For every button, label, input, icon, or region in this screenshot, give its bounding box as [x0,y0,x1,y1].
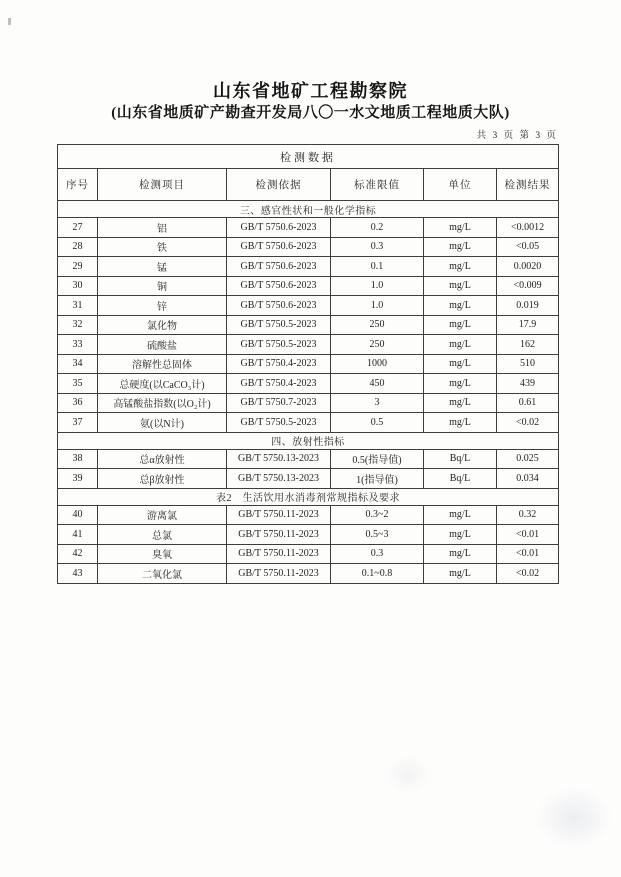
cell-basis: GB/T 5750.11-2023 [227,525,331,545]
cell-result: <0.0012 [497,218,559,238]
cell-basis: GB/T 5750.5-2023 [227,413,331,433]
cell-basis: GB/T 5750.6-2023 [227,296,331,316]
cell-result: 0.019 [497,296,559,316]
cell-no: 42 [58,544,98,564]
cell-basis: GB/T 5750.6-2023 [227,218,331,238]
cell-unit: mg/L [424,525,497,545]
cell-item: 铝 [98,218,227,238]
cell-item: 溶解性总固体 [98,354,227,374]
cell-no: 39 [58,469,98,489]
table-row [58,393,559,413]
cell-unit: mg/L [424,335,497,355]
table-row [58,449,559,469]
column-header-unit: 单位 [424,169,497,201]
cell-result: 0.0020 [497,257,559,277]
cell-limit: 1000 [331,354,424,374]
cell-no: 35 [58,374,98,394]
cell-result: 0.32 [497,505,559,525]
cell-basis: GB/T 5750.4-2023 [227,374,331,394]
document-header [0,0,621,123]
cell-unit: mg/L [424,276,497,296]
cell-no: 27 [58,218,98,238]
cell-item: 氯化物 [98,315,227,335]
cell-result: 510 [497,354,559,374]
cell-no: 41 [58,525,98,545]
cell-result: 0.025 [497,449,559,469]
cell-item: 铜 [98,276,227,296]
cell-limit: 0.5~3 [331,525,424,545]
cell-basis: GB/T 5750.5-2023 [227,315,331,335]
cell-item: 锌 [98,296,227,316]
column-header-basis: 检测依据 [227,169,331,201]
cell-limit: 250 [331,335,424,355]
table-row [58,469,559,489]
cell-item: 高锰酸盐指数(以O₂计) [98,393,227,413]
cell-limit: 0.5(指导值) [331,449,424,469]
cell-item: 总α放射性 [98,449,227,469]
cell-result: <0.01 [497,544,559,564]
cell-unit: Bq/L [424,449,497,469]
column-header-no: 序号 [58,169,98,201]
cell-no: 34 [58,354,98,374]
cell-unit: mg/L [424,374,497,394]
cell-unit: mg/L [424,413,497,433]
cell-basis: GB/T 5750.11-2023 [227,505,331,525]
cell-unit: mg/L [424,564,497,584]
cell-result: <0.05 [497,237,559,257]
institute-title: 山东省地矿工程勘察院 [213,81,408,101]
cell-basis: GB/T 5750.13-2023 [227,469,331,489]
cell-item: 锰 [98,257,227,277]
scan-artifact [535,787,613,849]
page-count-label: 共 3 页 第 3 页 [476,131,558,141]
cell-item: 游离氯 [98,505,227,525]
cell-no: 29 [58,257,98,277]
cell-basis: GB/T 5750.6-2023 [227,257,331,277]
cell-basis: GB/T 5750.11-2023 [227,564,331,584]
cell-unit: mg/L [424,544,497,564]
column-header-row [58,169,559,201]
table-row [58,505,559,525]
table-row [58,276,559,296]
cell-no: 33 [58,335,98,355]
cell-basis: GB/T 5750.5-2023 [227,335,331,355]
cell-item: 总氯 [98,525,227,545]
cell-no: 36 [58,393,98,413]
section-row [58,201,559,218]
table-row [58,315,559,335]
cell-no: 28 [58,237,98,257]
cell-result: 439 [497,374,559,394]
cell-no: 37 [58,413,98,433]
cell-limit: 1.0 [331,296,424,316]
table-row [58,218,559,238]
section-header-label: 四、放射性指标 [58,432,559,449]
cell-limit: 1(指导值) [331,469,424,489]
cell-no: 31 [58,296,98,316]
cell-unit: mg/L [424,257,497,277]
cell-item: 氨(以N计) [98,413,227,433]
cell-unit: Bq/L [424,469,497,489]
column-header-item: 检测项目 [98,169,227,201]
section-row [58,432,559,449]
cell-no: 43 [58,564,98,584]
cell-result: <0.02 [497,413,559,433]
cell-no: 40 [58,505,98,525]
cell-unit: mg/L [424,505,497,525]
cell-item: 硫酸盐 [98,335,227,355]
cell-unit: mg/L [424,315,497,335]
cell-limit: 0.1 [331,257,424,277]
cell-limit: 0.2 [331,218,424,238]
cell-basis: GB/T 5750.7-2023 [227,393,331,413]
cell-result: 162 [497,335,559,355]
cell-result: 17.9 [497,315,559,335]
cell-item: 总硬度(以CaCO₃计) [98,374,227,394]
cell-no: 32 [58,315,98,335]
cell-result: <0.01 [497,525,559,545]
section-header-label: 表2 生活饮用水消毒剂常规指标及要求 [58,488,559,505]
cell-basis: GB/T 5750.6-2023 [227,276,331,296]
cell-limit: 0.3~2 [331,505,424,525]
cell-no: 38 [58,449,98,469]
cell-unit: mg/L [424,354,497,374]
column-header-limit: 标准限值 [331,169,424,201]
table-row [58,564,559,584]
column-header-result: 检测结果 [497,169,559,201]
scan-speck [8,18,11,25]
cell-item: 臭氧 [98,544,227,564]
cell-item: 二氧化氯 [98,564,227,584]
table-row [58,257,559,277]
cell-unit: mg/L [424,393,497,413]
cell-limit: 0.3 [331,237,424,257]
cell-unit: mg/L [424,296,497,316]
cell-result: <0.009 [497,276,559,296]
cell-result: 0.034 [497,469,559,489]
cell-basis: GB/T 5750.13-2023 [227,449,331,469]
cell-basis: GB/T 5750.6-2023 [227,237,331,257]
table-row [58,335,559,355]
cell-limit: 250 [331,315,424,335]
table-row [58,237,559,257]
cell-limit: 1.0 [331,276,424,296]
cell-limit: 0.5 [331,413,424,433]
cell-unit: mg/L [424,218,497,238]
table-row [58,544,559,564]
table-title-row [58,145,559,169]
table-row [58,525,559,545]
table-row [58,296,559,316]
test-data-table [57,144,559,584]
scan-artifact [385,755,431,795]
cell-item: 铁 [98,237,227,257]
cell-basis: GB/T 5750.11-2023 [227,544,331,564]
table-title: 检测数据 [58,145,559,169]
table-row [58,374,559,394]
cell-limit: 0.3 [331,544,424,564]
cell-item: 总β放射性 [98,469,227,489]
cell-unit: mg/L [424,237,497,257]
table-row [58,354,559,374]
cell-limit: 3 [331,393,424,413]
cell-basis: GB/T 5750.4-2023 [227,354,331,374]
institute-subtitle: (山东省地质矿产勘查开发局八〇一水文地质工程地质大队) [111,105,510,121]
table-row [58,413,559,433]
cell-limit: 0.1~0.8 [331,564,424,584]
cell-limit: 450 [331,374,424,394]
cell-result: 0.61 [497,393,559,413]
cell-no: 30 [58,276,98,296]
section-header-label: 三、感官性状和一般化学指标 [58,201,559,218]
section-row [58,488,559,505]
cell-result: <0.02 [497,564,559,584]
